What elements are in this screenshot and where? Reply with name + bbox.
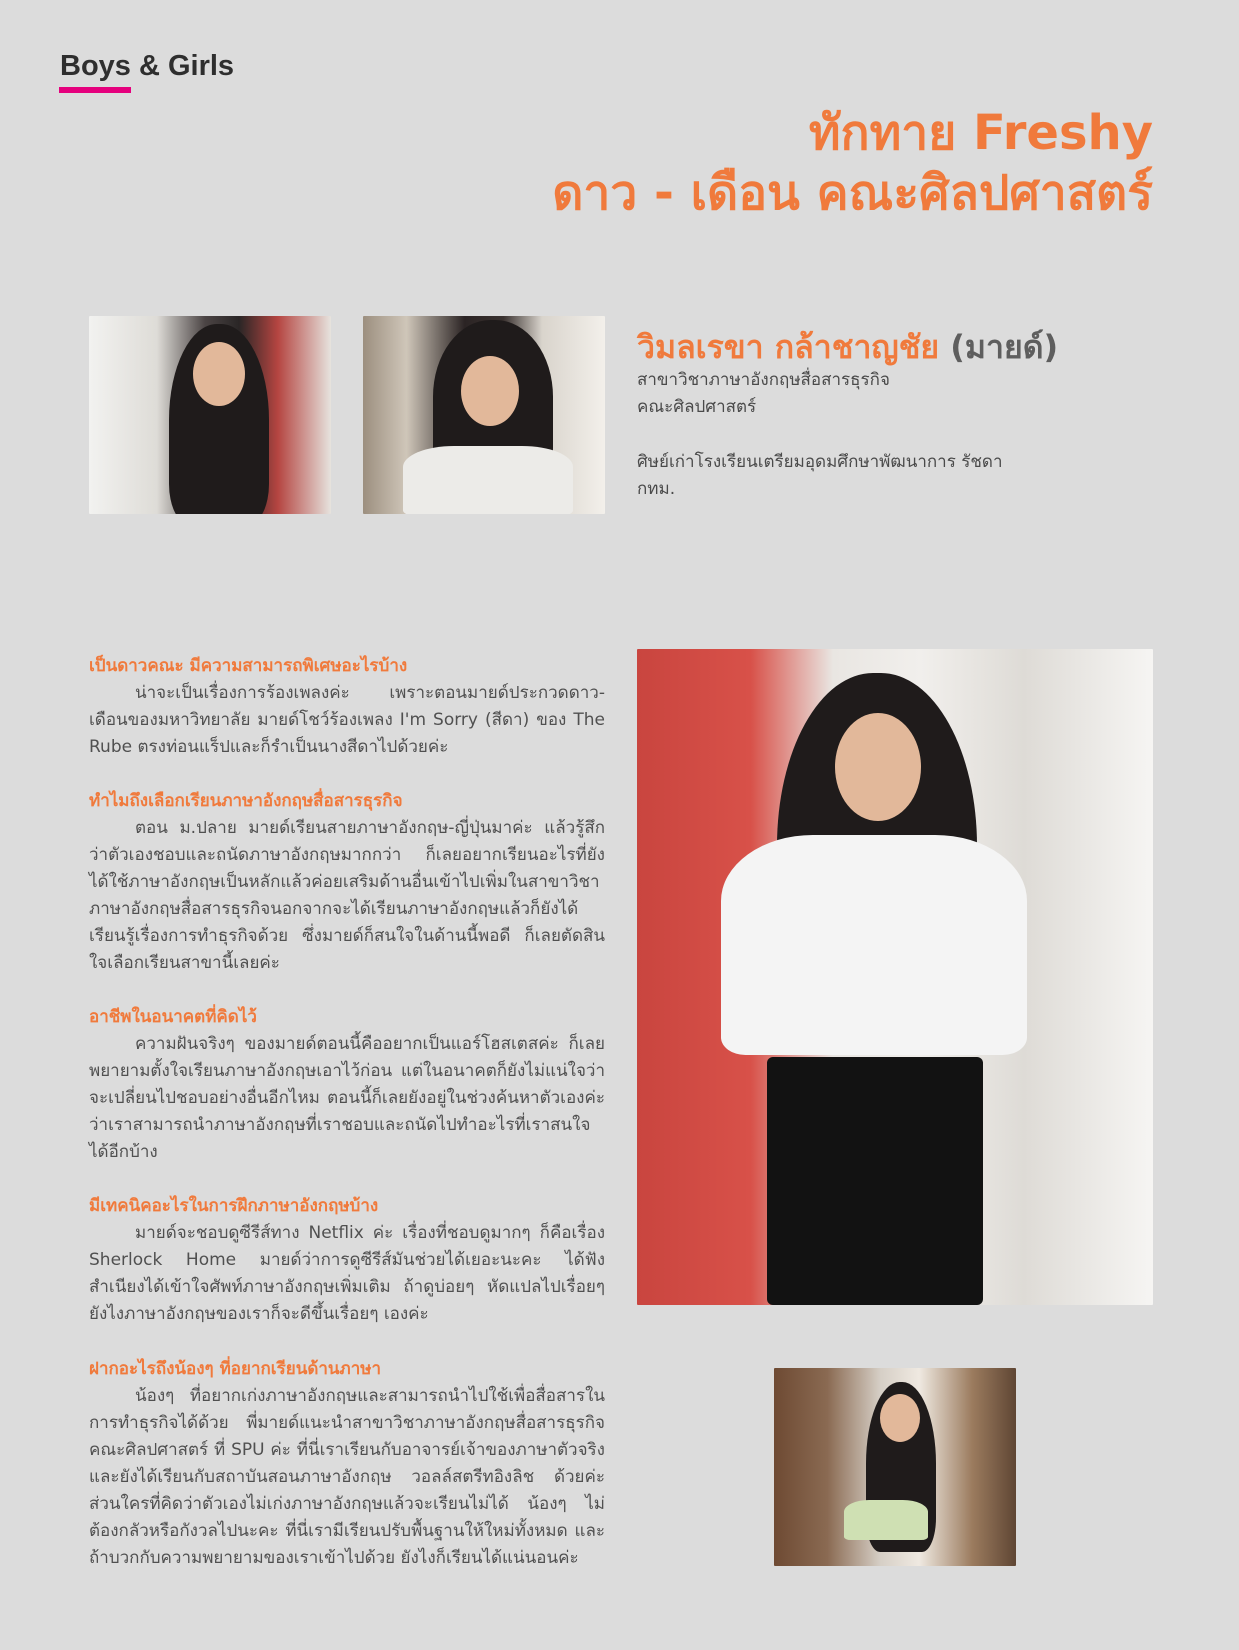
headline-line-2: ดาว - เดือน คณะศิลปศาสตร์ <box>552 165 1153 221</box>
page-title <box>552 103 1153 223</box>
photo-face-shape <box>461 356 519 426</box>
photo-skirt-shape <box>767 1057 983 1305</box>
qa-question: ฝากอะไรถึงน้องๆ ที่อยากเรียนด้านภาษา <box>89 1359 382 1379</box>
qa-block-1 <box>89 653 605 761</box>
qa-block-4 <box>89 1193 605 1328</box>
photo-portrait-jacket <box>89 316 331 514</box>
qa-question: ทำไมถึงเลือกเรียนภาษาอังกฤษสื่อสารธุรกิจ <box>89 791 403 811</box>
photo-face-shape <box>835 713 921 821</box>
qa-answer: น้องๆ ที่อยากเก่งภาษาอังกฤษและสามารถนำไปใช้เพื่อสื่อสารในการทำธุรกิจได้ด้วย พี่มายด์แนะนำสาขาวิชาภาษาอังกฤษสื่อสารธุรกิจ คณะศิลปศาสตร์ ที่ SPU ค่ะ ที่นี่เราเรียนกับอาจารย์เจ้าของภาษาตัวจริงและยังได้เรียนกับสถาบันสอนภาษาอังกฤษ วอลล์สตรีทอิงลิช ด้วยค่ะ ส่วนใครที่คิดว่าตัวเองไม่เก่งภาษาอังกฤษแล้วจะเรียนไม่ได้ น้องๆ ไม่ต้องกลัวหรือกังวลไปนะคะ ที่นี่เรามีเรียนปรับพื้นฐานให้ใหม่ทั้งหมด และถ้าบวกกับความพยายามของเราเข้าไปด้วย ยังไงก็เรียนได้แน่นอนค่ะ <box>89 1386 605 1568</box>
photo-magazine-shape <box>844 1500 928 1540</box>
profile-school: ศิษย์เก่าโรงเรียนเตรียมอุดมศึกษาพัฒนาการ รัชดา <box>637 452 1003 472</box>
profile-school-city: กทม. <box>637 479 676 499</box>
qa-answer: น่าจะเป็นเรื่องการร้องเพลงค่ะ เพราะตอนมายด์ประกวดดาว-เดือนของมหาวิทยาลัย มายด์โชว์ร้องเพลง I'm Sorry (สีดา) ของ The Rube ตรงท่อนแร็ปและก็รำเป็นนางสีดาไปด้วยค่ะ <box>89 683 605 757</box>
qa-answer: มายด์จะชอบดูซีรีส์ทาง Netflix ค่ะ เรื่องที่ชอบดูมากๆ ก็คือเรื่อง Sherlock Home มายด์ว่าการดูซีรีส์มันช่วยได้เยอะนะคะ ได้ฟังสำเนียงได้เข้าใจศัพท์ภาษาอังกฤษเพิ่มเติม ถ้าดูบ่อยๆ หัดแปลไปเรื่อยๆ ยังไงภาษาอังกฤษของเราก็จะดีขึ้นเรื่อยๆ เองค่ะ <box>89 1223 605 1324</box>
profile-faculty: คณะศิลปศาสตร์ <box>637 397 757 417</box>
qa-question: มีเทคนิคอะไรในการฝึกภาษาอังกฤษบ้าง <box>89 1196 379 1216</box>
qa-answer: ตอน ม.ปลาย มายด์เรียนสายภาษาอังกฤษ-ญี่ปุ่นมาค่ะ แล้วรู้สึกว่าตัวเองชอบและถนัดภาษาอังกฤษมากกว่า ก็เลยอยากเรียนอะไรที่ยังได้ใช้ภาษาอังกฤษเป็นหลักแล้วค่อยเสริมด้านอื่นเข้าไปเพิ่มในสาขาวิชาภาษาอังกฤษสื่อสารธุรกิจนอกจากจะได้เรียนภาษาอังกฤษแล้วก็ยังได้เรียนรู้เรื่องการทำธุรกิจด้วย ซึ่งมายด์ก็สนใจในด้านนี้พอดี ก็เลยตัดสินใจเลือกเรียนสาขานี้เลยค่ะ <box>89 818 605 973</box>
profile-major: สาขาวิชาภาษาอังกฤษสื่อสารธุรกิจ <box>637 370 890 390</box>
qa-block-5 <box>89 1356 605 1572</box>
photo-reading-portrait <box>774 1368 1016 1566</box>
section-underline <box>59 87 131 93</box>
qa-block-3 <box>89 1004 605 1166</box>
photo-desk-shape <box>403 446 573 514</box>
qa-block-2 <box>89 788 605 977</box>
photo-main-portrait <box>637 649 1153 1305</box>
qa-question: อาชีพในอนาคตที่คิดไว้ <box>89 1007 257 1027</box>
headline-line-1: ทักทาย Freshy <box>808 105 1153 161</box>
qa-question: เป็นดาวคณะ มีความสามารถพิเศษอะไรบ้าง <box>89 656 408 676</box>
profile-nickname: (มายด์) <box>950 328 1059 366</box>
photo-shirt-shape <box>721 835 1027 1055</box>
photo-face-shape <box>880 1394 920 1442</box>
photo-portrait-desk <box>363 316 605 514</box>
section-label: Boys & Girls <box>60 50 235 82</box>
profile-full-name: วิมลเรขา กล้าชาญชัย <box>637 328 940 366</box>
photo-face-shape <box>193 342 245 406</box>
qa-answer: ความฝันจริงๆ ของมายด์ตอนนี้คืออยากเป็นแอร์โฮสเตสค่ะ ก็เลยพยายามตั้งใจเรียนภาษาอังกฤษเอาไว้ก่อน แต่ในอนาคตก็ยังไม่แน่ใจว่าจะเปลี่ยนไปชอบอย่างอื่นอีกไหม ตอนนี้ก็เลยยังอยู่ในช่วงค้นหาตัวเองค่ะว่าเราสามารถนำภาษาอังกฤษที่เราชอบและถนัดไปทำอะไรที่เราสนใจได้อีกบ้าง <box>89 1034 605 1162</box>
